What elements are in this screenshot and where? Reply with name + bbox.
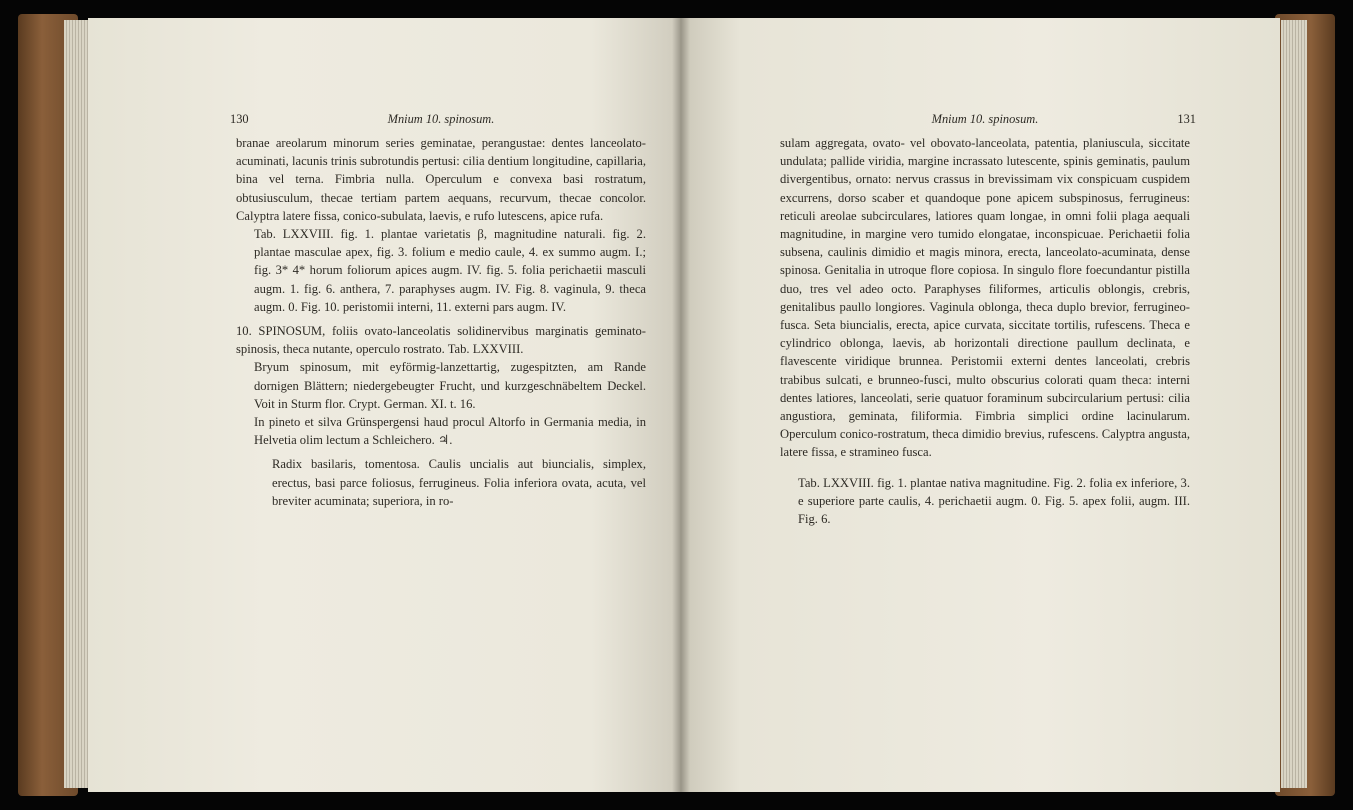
book-gutter [672,18,690,792]
synonym-paragraph: Bryum spinosum, mit eyförmig-lanzettartig, zugespitzten, am Rande dornigen Blättern; niedergebeugter Frucht, und kurzgeschnäbeltem Deckel. Voit in Sturm flor. Crypt. German. XI. t. 16. [254,360,646,411]
running-head: Mnium 10. spinosum. [931,112,1039,126]
page-edges-right [1281,20,1307,788]
page-number: 131 [1177,112,1196,126]
right-page [680,18,1280,792]
habitat-paragraph: In pineto et silva Grünspergensi haud procul Altorfo in Germania media, in Helvetia olim lectum a Schleichero. ♃. [254,415,646,448]
figure-caption: Tab. LXXVIII. fig. 1. plantae varietatis β, magnitudine naturali. fig. 2. plantae masculae apex, fig. 3. folium e medio caule, 4. ex summo augm. I.; fig. 3* 4* horum foliorum apices augm. IV. fig. 5. folia perichaetii masculi augm. 1. fig. 6. anthera, 7. paraphyses augm. IV. Fig. 8. vaginula, 9. theca augm. 0. Fig. 10. peristomii interni, 11. externi pars augm. IV. [254,227,646,314]
page-number: 130 [230,112,249,126]
description-paragraph: sulam aggregata, ovato- vel obovato-lanceolata, patentia, planiuscula, siccitate undulata; pallide viridia, margine incrassato lutescente, spinis geminatis, paulum divergentibus, ornato: nervus crassus in brevissimam vix conspicuam cuspidem excurrens, dorso scaber et quandoque pone apicem subspinosus, ferrugineus: reticuli areolae subcirculares, latiores quam longae, in omni folii plaga aequali magnitudine, in margine vero tumido elongatae, inconspicuae. Perichaetii folia subsena, caulinis dimidio et magis minora, erecta, lanceolato-acuminata, dense spinosa. Genitalia in utroque flore copiosa. In singulo flore foecundantur pistilla duo, tres vel adeo octo. Paraphyses filiformes, articulis oblongis, crebris, genitalibus paullo longiores. Vaginula oblonga, theca duplo brevior, ferrugineo-fusca. Seta biuncialis, erecta, apice curvata, siccitate tortilis, rufescens. Theca e cylindrico oblonga, laevis, ab horizontali directione paullum declinata, e flavescente viridique brunnea. Peristomii externi dentes lanceolati, crebris trabibus sulcati, e brunneo-fusci, multo obscurius colorati quam theca: interni dentes latiores, lanceolati, serie quatuor foraminum subcircularium pertusi: cilia angustiora, geminata, filiformia. Fimbria simplici ordine lacinularum. Operculum conico-rostratum, theca dimidio brevius, rufescens. Calyptra angusta, latere fissa, e stramineo fusca. [780,136,1190,460]
figure-caption: Tab. LXXVIII. fig. 1. plantae nativa magnitudine. Fig. 2. folia ex inferiore, 3. e superiore parte caulis, 4. perichaetii augm. 0. Fig. 5. apex folii, augm. III. Fig. 6. [798,475,1190,527]
right-page-text [780,110,1196,528]
page-edges-left [64,20,90,788]
left-page-header [230,110,646,134]
running-head: Mnium 10. spinosum. [387,112,495,126]
right-page-header [780,110,1196,134]
left-page [88,18,680,792]
species-heading: 10. SPINOSUM, foliis ovato-lanceolatis solidinervibus marginatis geminato-spinosis, theca nutante, operculo rostrato. Tab. LXXVIII. [236,324,646,357]
left-page-text [230,110,646,510]
paragraph: branae areolarum minorum series geminatae, perangustae: dentes lanceolato-acuminati, lacunis trinis subrotundis pertusi: cilia dentium longitudine, capillaria, bina vel terna. Fimbria nulla. Operculum e convexa basi rostratum, obtusiusculum, thecae tertiam partem aequans, recurvum, thecae concolor. Calyptra latere fissa, conico-subulata, laevis, e rufo lutescens, apice rufa. [236,136,646,223]
description-paragraph: Radix basilaris, tomentosa. Caulis uncialis aut biuncialis, simplex, erectus, basi parce foliosus, ferrugineus. Folia inferiora ovata, acuta, vel breviter acuminata; superiora, in ro- [272,457,646,508]
